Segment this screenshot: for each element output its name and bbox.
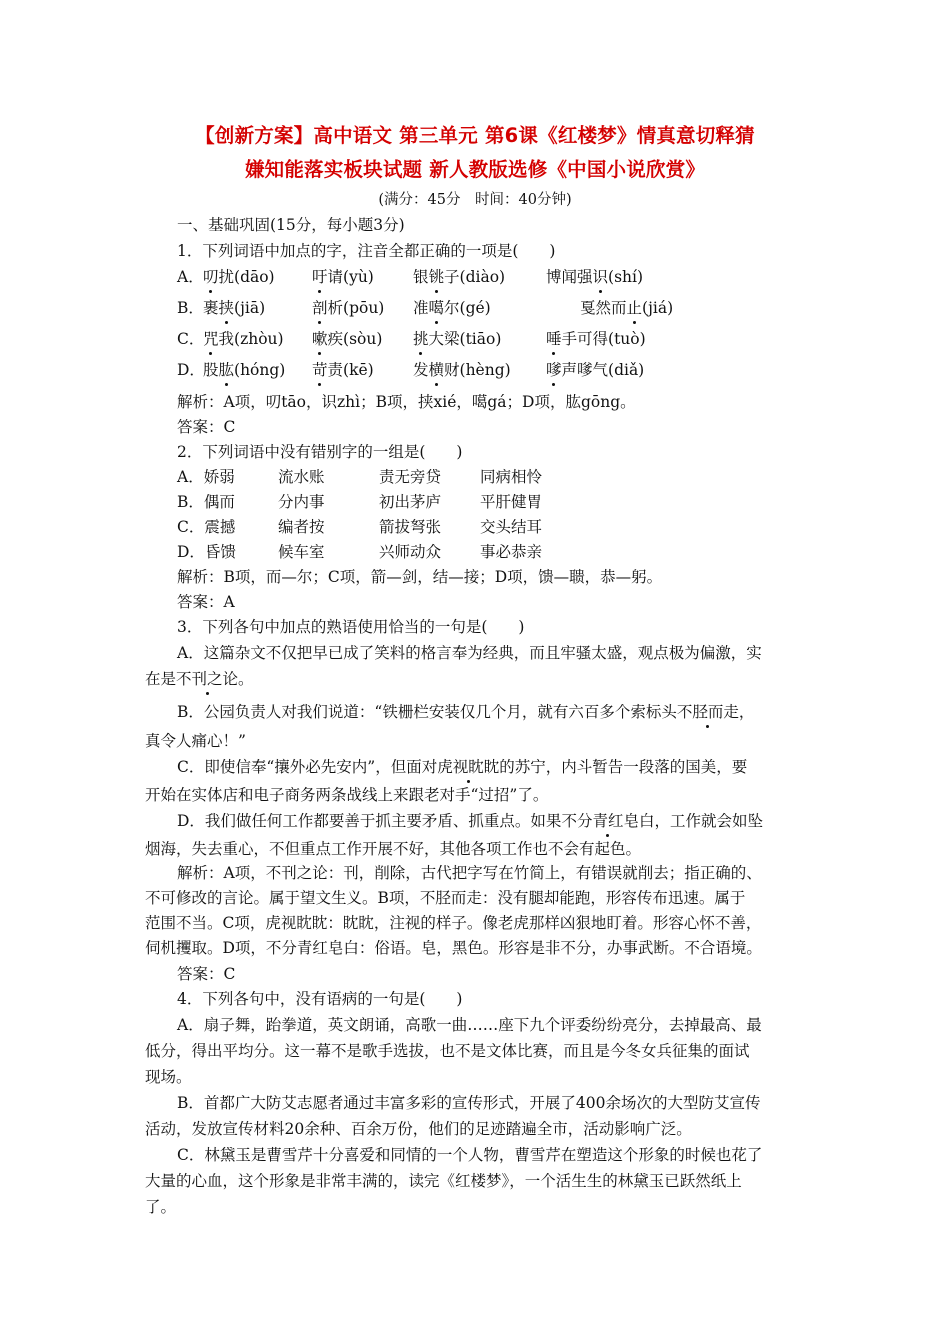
option-item: 初出茅庐 (379, 493, 442, 511)
question-1-option-d (177, 359, 717, 383)
option-item: 吁请(yù) (312, 268, 374, 286)
question-2-analysis: 解析：B项，而—尔；C项，箭—剑，结—接；D项，馈—聩，恭—躬。 (177, 568, 663, 586)
question-1-analysis: 解析：A项，叨tāo，识zhì；B项，挟xié，噶gá；D项，肱gōng。 (177, 393, 636, 411)
option-item: 戛然而止(jiá) (580, 299, 674, 317)
option-item: 剖析(pōu) (312, 299, 385, 317)
question-1-option-a (177, 266, 717, 290)
question-1-option-c (177, 328, 717, 352)
section-heading: 一、基础巩固(15分，每小题3分) (177, 216, 405, 234)
dotted-idiom: 不分青红皂白 (561, 812, 655, 830)
option-item: 博闻强识(shí) (546, 268, 644, 286)
question-4-option-a-line-2: 低分，得出平均分。这一幕不是歌手选拔，也不是文体比赛，而且是今冬女兵征集的面试 (145, 1042, 750, 1060)
question-3-analysis-line-4: 伺机攫取。D项，不分青红皂白：俗语。皂，黑色。形容是非不分，办事武断。不合语境。 (145, 939, 762, 957)
question-3-analysis-line-2: 不可修改的言论。属于望文生义。B项，不胫而走：没有腿却能跑，形容传布迅速。属于 (145, 889, 746, 907)
question-4-stem: 4．下列各句中，没有语病的一句是( ) (177, 990, 463, 1008)
question-3-option-b-line-1: B．公园负责人对我们说道：“铁栅栏安装仅几个月，就有六百多个索标头不胫而走， (177, 703, 755, 721)
question-3-answer: 答案：C (177, 965, 236, 983)
option-item: 唾手可得(tuò) (546, 330, 646, 348)
question-2-stem: 2．下列词语中没有错别字的一组是( ) (177, 443, 463, 461)
option-item: 责无旁贷 (379, 468, 442, 486)
dotted-idiom: 不刊之论 (176, 670, 239, 688)
option-item: 股肱(hóng) (203, 361, 286, 379)
option-item: 裹挟(jiā) (203, 299, 266, 317)
option-item: 平肝健胃 (480, 493, 543, 511)
question-4-option-b-line-1: B．首都广大防艾志愿者通过丰富多彩的宣传形式，开展了400余场次的大型防艾宣传 (177, 1094, 761, 1112)
option-item: 嗲声嗲气(diǎ) (546, 361, 645, 379)
question-3-option-c-line-1: C．即使信奉“攘外必先安内”，但面对虎视眈眈的苏宁，内斗暂告一段落的国美，要 (177, 758, 748, 776)
option-item: 同病相怜 (480, 468, 543, 486)
option-item: A．娇弱 (177, 468, 235, 486)
question-2-option-d (177, 541, 597, 565)
question-4-option-a-line-3: 现场。 (145, 1068, 192, 1086)
option-item: C．震撼 (177, 518, 236, 536)
question-4-option-c-line-3: 了。 (145, 1198, 177, 1216)
option-item: 箭拔弩张 (379, 518, 442, 536)
question-3-option-d-line-2: 烟海，失去重心，不但重点工作开展不好，其他各项工作也不会有起色。 (145, 840, 642, 858)
option-item: 兴师动众 (379, 543, 442, 561)
question-2-option-b (177, 491, 597, 515)
question-3-option-b-line-2: 真令人痛心！” (145, 732, 246, 750)
option-item: 挑大梁(tiāo) (413, 330, 502, 348)
option-item: B．偶而 (177, 493, 235, 511)
question-1-option-b (177, 297, 717, 321)
question-3-option-a-line-1: A．这篇杂文不仅把早已成了笑料的格言奉为经典，而且牢骚太盛，观点极为偏激，实 (177, 644, 762, 662)
option-item: 银铫子(diào) (413, 268, 506, 286)
question-4-option-b-line-2: 活动，发放宣传材料20余种、百余万份，他们的足迹踏遍全市，活动影响广泛。 (145, 1120, 692, 1138)
question-1-stem: 1．下列词语中加点的字，注音全都正确的一项是( ) (177, 242, 556, 260)
option-item: 咒我(zhòu) (203, 330, 284, 348)
option-label: C． (177, 330, 205, 348)
option-item: 事必恭亲 (480, 543, 543, 561)
question-2-answer: 答案：A (177, 593, 235, 611)
question-3-analysis-line-3: 范围不当。C项，虎视眈眈：眈眈，注视的样子。像老虎那样凶狠地盯着。形容心怀不善， (145, 914, 762, 932)
option-item: 分内事 (278, 493, 325, 511)
option-item: 叨扰(dāo) (203, 268, 275, 286)
question-3-analysis-line-1: 解析：A项，不刊之论：刊，削除，古代把字写在竹简上，有错误就削去；指正确的、 (177, 864, 762, 882)
option-item: 发横财(hèng) (413, 361, 511, 379)
dotted-idiom: 不胫而走 (676, 703, 739, 721)
option-label: D． (177, 361, 205, 379)
dotted-idiom: 虎视眈眈 (437, 758, 500, 776)
question-3-option-a-line-2: 在是不刊之论。 (145, 670, 254, 688)
document-title-line-2: 嫌知能落实板块试题 新人教版选修《中国小说欣赏》 (244, 158, 706, 181)
question-3-stem: 3．下列各句中加点的熟语使用恰当的一句是( ) (177, 618, 525, 636)
question-3-option-c-line-2: 开始在实体店和电子商务两条战线上来跟老对手“过招”了。 (145, 786, 549, 804)
option-item: 准噶尔(gé) (413, 299, 491, 317)
option-label: A． (177, 268, 204, 286)
question-4-option-c-line-1: C．林黛玉是曹雪芹十分喜爱和同情的一个人物，曹雪芹在塑造这个形象的时候也花了 (177, 1146, 763, 1164)
question-4-option-a-line-1: A．扇子舞，跆拳道，英文朗诵，高歌一曲……座下九个评委纷纷亮分，去掉最高、最 (177, 1016, 762, 1034)
option-item: 流水账 (278, 468, 325, 486)
document-title-line-1: 【创新方案】高中语文 第三单元 第6课《红楼梦》情真意切释猜 (195, 124, 755, 147)
question-4-option-c-line-2: 大量的心血，这个形象是非常丰满的，读完《红楼梦》，一个活生生的林黛玉已跃然纸上 (145, 1172, 742, 1190)
score-time-info: (满分：45分 时间：40分钟) (378, 192, 572, 208)
option-item: 交头结耳 (480, 518, 543, 536)
option-item: 候车室 (278, 543, 325, 561)
question-3-option-d-line-1: D．我们做任何工作都要善于抓主要矛盾、抓重点。如果不分青红皂白，工作就会如坠 (177, 812, 763, 830)
question-2-option-c (177, 516, 597, 540)
option-item: 苛责(kē) (312, 361, 374, 379)
question-1-answer: 答案：C (177, 418, 236, 436)
option-label: B． (177, 299, 204, 317)
option-item: 编者按 (278, 518, 325, 536)
question-2-option-a (177, 466, 597, 490)
option-item: D．昏馈 (177, 543, 236, 561)
option-item: 嗽疾(sòu) (312, 330, 383, 348)
